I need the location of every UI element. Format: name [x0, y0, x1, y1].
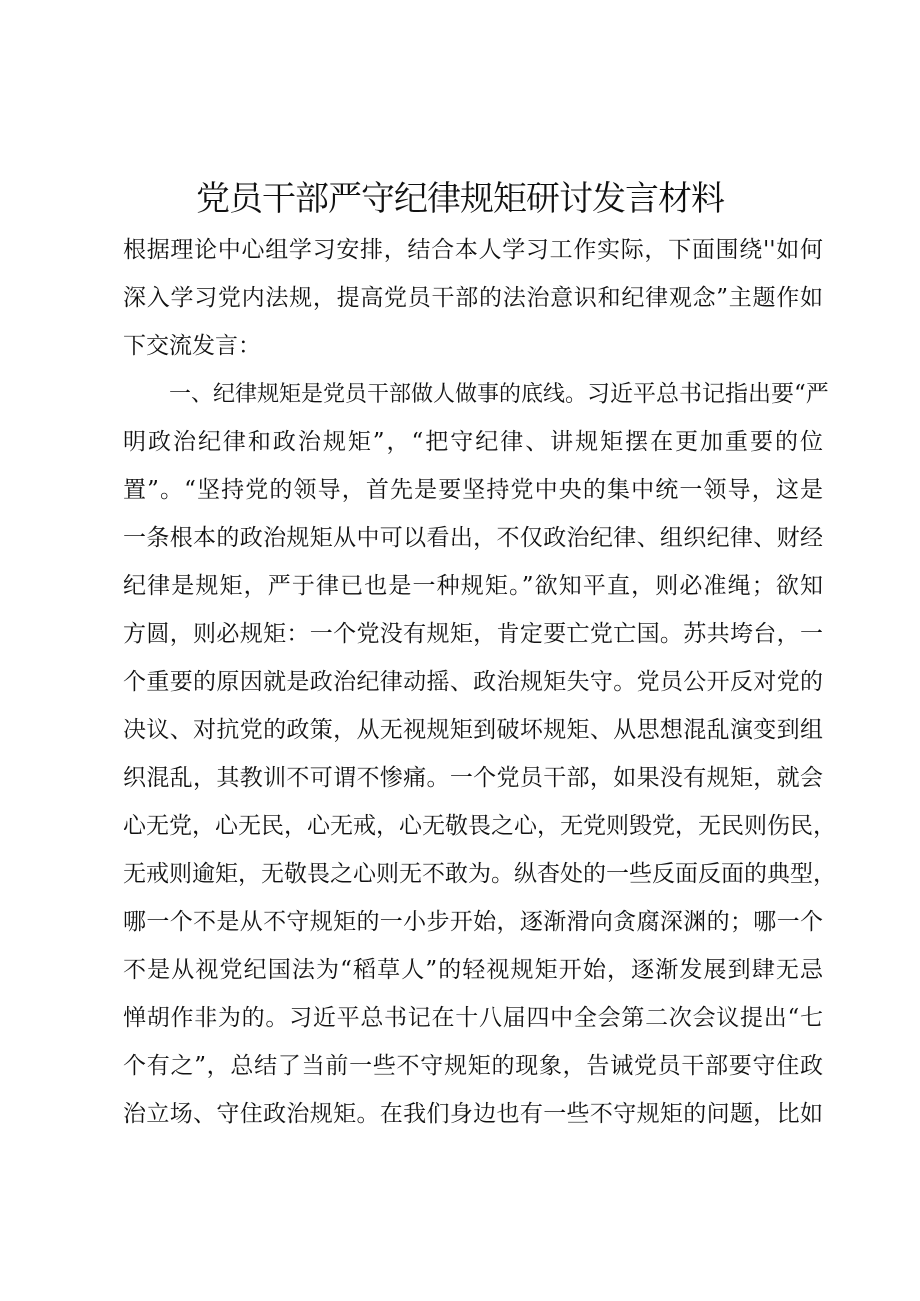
document-body: [123, 226, 836, 1138]
paragraph-line: 心无党，心无民，心无戒，心无敬畏之心，无党则毁党，无民则伤民，: [123, 813, 836, 839]
paragraph-line: 个重要的原因就是政治纪律动摇、政治规矩失守。党员公开反对党的: [123, 669, 823, 695]
paragraph-line: 织混乱，其教训不可谓不惨痛。一个党员干部，如果没有规矩，就会: [123, 765, 823, 791]
paragraph-line: 明政治纪律和政治规矩”，“把守纪律、讲规矩摆在更加重要的位: [123, 429, 823, 455]
paragraph-line: 无戒则逾矩，无敬畏之心则无不敢为。纵杳处的一些反面反面的典型，: [123, 861, 836, 887]
paragraph-line: 哪一个不是从不守规矩的一小步开始，逐渐滑向贪腐深渊的；哪一个: [123, 909, 823, 935]
paragraph-line: 一条根本的政治规矩从中可以看出，不仅政治纪律、组织纪律、财经: [123, 525, 823, 551]
paragraph-line: 个有之”，总结了当前一些不守规矩的现象，告诫党员干部要守住政: [123, 1053, 823, 1079]
section-1-first-line-text: 习近平总书记指出要“严: [587, 381, 829, 407]
section-1-first-line: [123, 370, 829, 418]
paragraph-line: 治立场、守住政治规矩。在我们身边也有一些不守规矩的问题，比如: [123, 1101, 823, 1127]
intro-line: 根据理论中心组学习安排，结合本人学习工作实际，下面围绕''如何: [123, 237, 823, 263]
paragraph-line: 惮胡作非为的。习近平总书记在十八届四中全会第二次会议提出“七: [123, 1005, 823, 1031]
intro-line: 深入学习党内法规，提高党员干部的法治意识和纪律观念”主题作如: [123, 285, 823, 311]
paragraph-line: 置”。“坚持党的领导，首先是要坚持党中央的集中统一领导，这是: [123, 477, 823, 503]
document-title: 党员干部严守纪律规矩研讨发言材料: [196, 179, 724, 219]
paragraph-line: 决议、对抗党的政策，从无视规矩到破坏规矩、从思想混乱演变到组: [123, 717, 823, 743]
paragraph-line: 不是从视党纪国法为“稻草人”的轻视规矩开始，逐渐发展到肆无忌: [123, 957, 823, 983]
intro-line: 下交流发言：: [123, 333, 261, 359]
paragraph-line: 纪律是规矩，严于律已也是一种规矩。”欲知平直，则必准绳；欲知: [123, 573, 823, 599]
paragraph-line: 方圆，则必规矩：一个党没有规矩，肯定要亡党亡国。苏共垮台，一: [123, 621, 823, 647]
section-1-heading: 一、纪律规矩是党员干部做人做事的底线。: [169, 382, 588, 407]
